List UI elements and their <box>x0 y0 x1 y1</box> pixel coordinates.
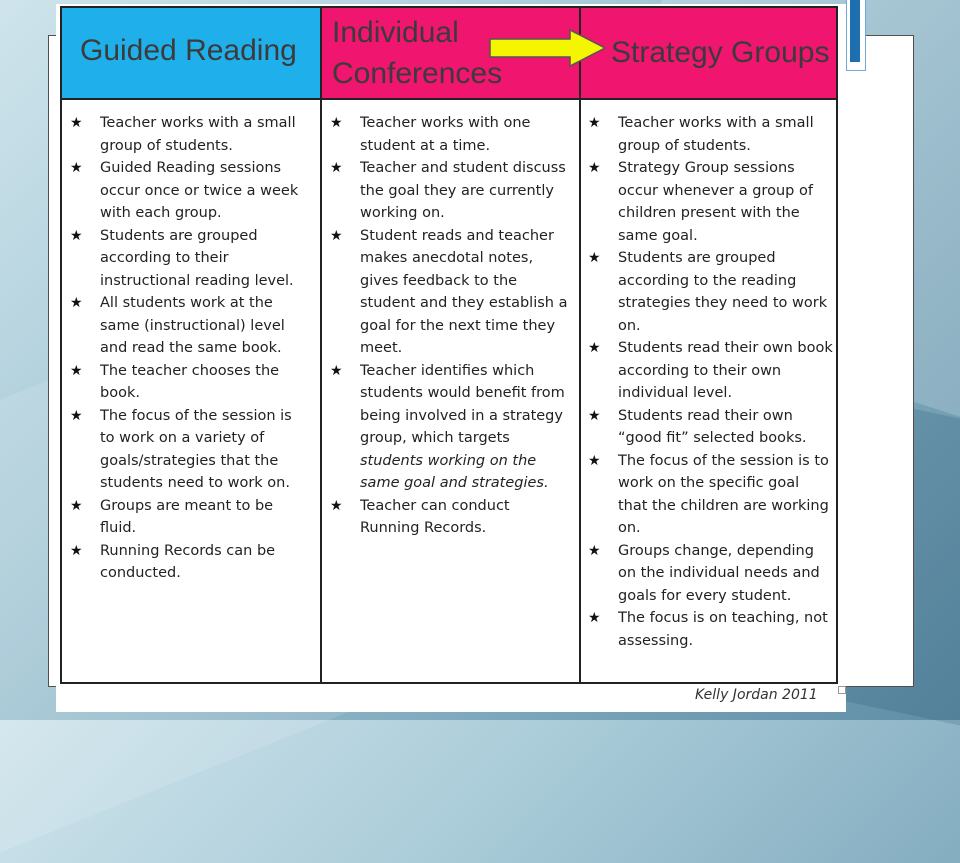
list-item <box>330 157 568 225</box>
list-item <box>588 157 833 247</box>
list-item-text: Teacher identifies which students would benefit from being involved in a strategy group, which targets <box>360 362 565 446</box>
list-item-text: The focus of the session is to work on the specific goal that the children are working on. <box>618 452 829 536</box>
list-item <box>588 450 833 540</box>
list-item <box>70 495 308 540</box>
list-item <box>588 540 833 608</box>
header-label: Strategy Groups <box>611 36 830 69</box>
star-icon: ★ <box>70 497 83 514</box>
star-icon: ★ <box>70 295 83 311</box>
list-item-text: Groups change, depending on the individual needs and goals for every student. <box>618 542 820 604</box>
list-item <box>330 360 568 495</box>
star-icon: ★ <box>588 542 601 559</box>
header-label: Individual <box>332 16 459 49</box>
list-item-text: Teacher and student discuss the goal they are currently working on. <box>360 160 566 221</box>
list-item-text: Running Records can be conducted. <box>100 542 276 581</box>
list-item <box>588 247 833 337</box>
list-item-text: Groups are meant to be fluid. <box>100 497 274 536</box>
star-icon: ★ <box>588 610 601 626</box>
list-item-text: Students read their own “good fit” selected books. <box>618 407 807 446</box>
star-icon: ★ <box>330 497 343 514</box>
list-item <box>588 337 833 405</box>
header-strategy-groups <box>581 8 836 98</box>
list-item-text: The focus of the session is to work on a variety of goals/strategies that the students need to work on. <box>100 407 292 491</box>
star-icon: ★ <box>70 115 83 131</box>
list-item-text: Students read their own book according to their own individual level. <box>618 340 833 401</box>
arrow-right-icon <box>488 28 608 68</box>
column-individual-conferences <box>330 112 568 540</box>
list-item <box>588 607 833 652</box>
star-icon: ★ <box>70 407 83 424</box>
star-icon: ★ <box>588 250 601 266</box>
star-icon: ★ <box>588 407 601 424</box>
star-icon: ★ <box>588 340 601 356</box>
list-item <box>70 292 308 360</box>
list-item-text: Guided Reading sessions occur once or twice a week with each group. <box>100 160 299 221</box>
resize-handle <box>838 686 846 694</box>
list-item <box>70 112 308 157</box>
column-divider <box>320 8 322 682</box>
list-item-emphasis: students working on the same goal and strategies. <box>360 452 549 491</box>
column-divider <box>579 8 581 682</box>
list-item-text: All students work at the same (instructional) level and read the same book. <box>100 295 285 356</box>
list-item-text: Students are grouped according to their instructional reading level. <box>100 227 294 289</box>
list-item-text: Teacher works with one student at a time. <box>360 115 531 154</box>
list-item <box>330 225 568 360</box>
star-icon: ★ <box>70 227 83 244</box>
header-divider <box>62 98 836 100</box>
list-item <box>70 225 308 293</box>
author-credit: Kelly Jordan 2011 <box>695 687 818 703</box>
column-strategy-groups <box>588 112 833 652</box>
list-item <box>588 405 833 450</box>
header-guided-reading <box>62 8 320 98</box>
star-icon: ★ <box>70 160 83 176</box>
slide-accent-fill <box>850 0 860 62</box>
star-icon: ★ <box>588 115 601 131</box>
list-item <box>588 112 833 157</box>
list-item <box>70 405 308 495</box>
star-icon: ★ <box>330 227 343 244</box>
star-icon: ★ <box>70 362 83 379</box>
star-icon: ★ <box>70 542 83 559</box>
list-item-text: Teacher works with a small group of students. <box>618 115 814 154</box>
list-item-text: Teacher can conduct Running Records. <box>360 497 510 536</box>
list-item-text: The teacher chooses the book. <box>100 362 280 401</box>
star-icon: ★ <box>330 362 343 379</box>
star-icon: ★ <box>330 115 343 131</box>
list-item <box>70 360 308 405</box>
star-icon: ★ <box>588 160 601 176</box>
list-item-text: Student reads and teacher makes anecdotal notes, gives feedback to the student and they establish a goal for the next time they meet. <box>360 227 568 356</box>
list-item <box>330 495 568 540</box>
list-item <box>70 157 308 225</box>
star-icon: ★ <box>330 160 343 176</box>
column-guided-reading <box>70 112 308 585</box>
list-item-text: The focus is on teaching, not assessing. <box>618 610 828 649</box>
list-item-text: Students are grouped according to the reading strategies they need to work on. <box>618 250 828 334</box>
list-item-text: Strategy Group sessions occur whenever a group of children present with the same goal. <box>618 160 813 244</box>
header-label: Conferences <box>332 57 503 90</box>
header-label: Guided Reading <box>80 34 297 67</box>
list-item <box>70 540 308 585</box>
list-item-text: Teacher works with a small group of students. <box>100 115 296 154</box>
star-icon: ★ <box>588 452 601 469</box>
list-item <box>330 112 568 157</box>
